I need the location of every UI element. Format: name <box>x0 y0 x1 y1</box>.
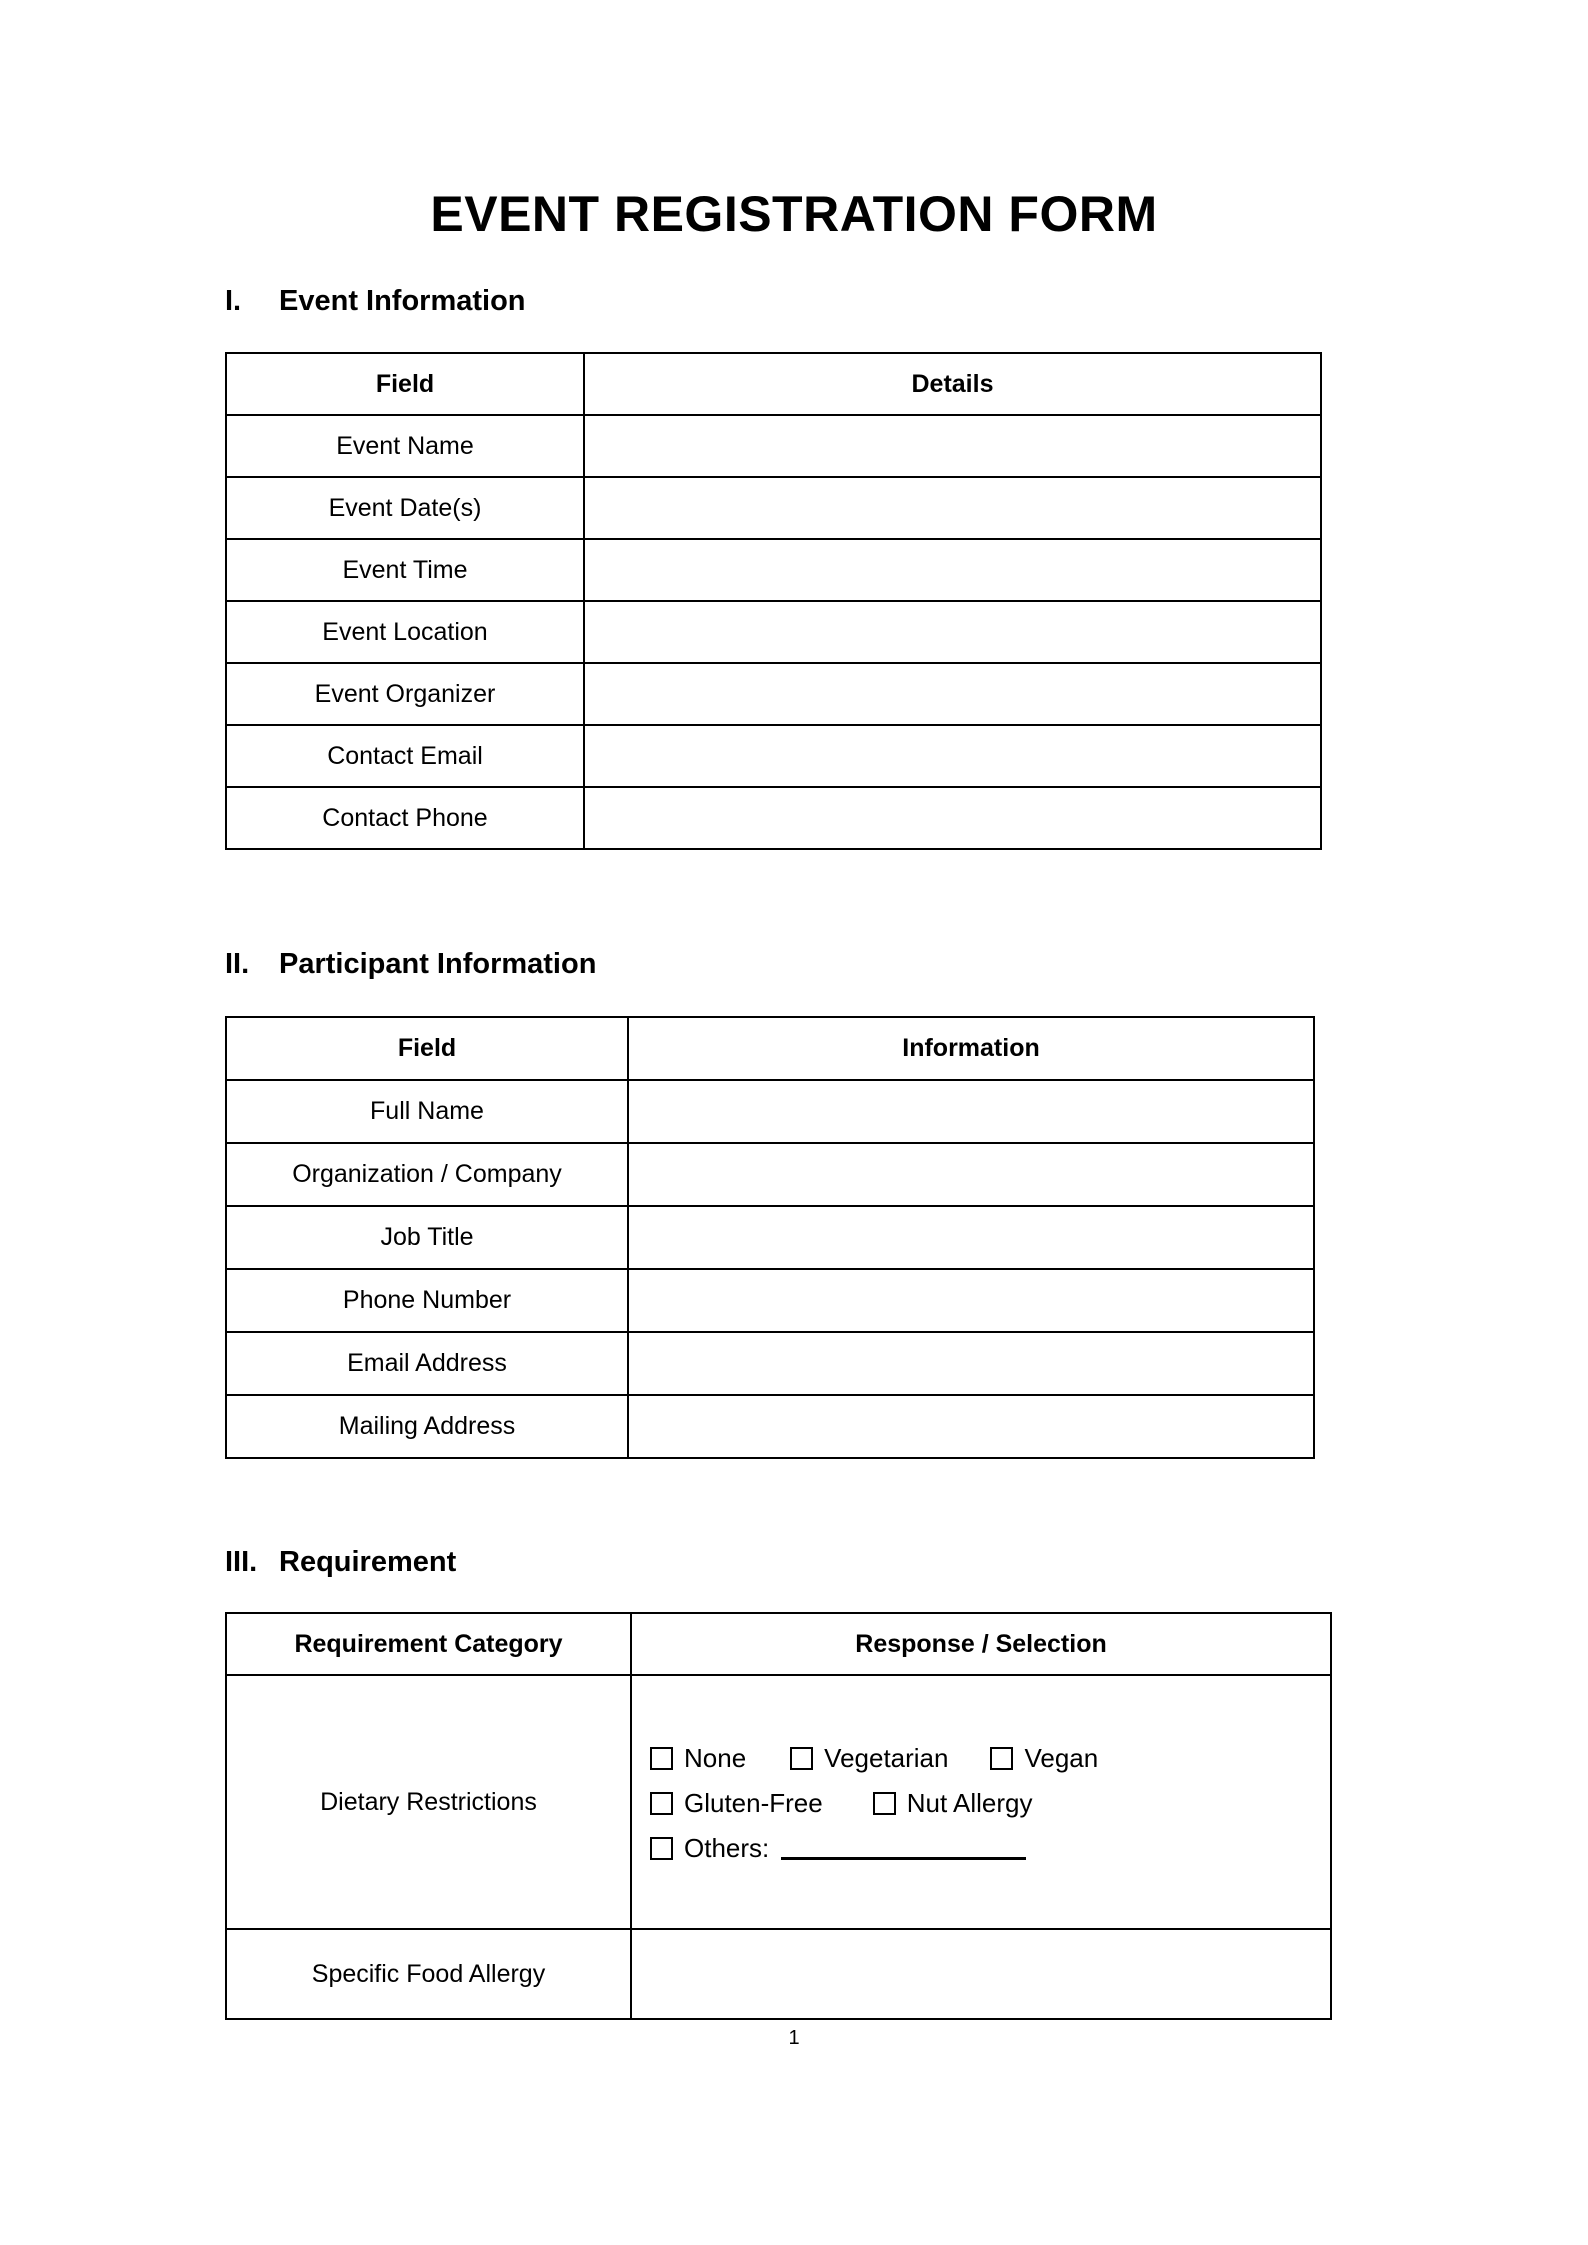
column-header-response-selection: Response / Selection <box>631 1613 1331 1675</box>
column-header-information: Information <box>628 1017 1314 1080</box>
row-input-contact-email[interactable] <box>584 725 1321 787</box>
table-row <box>226 1332 1314 1395</box>
section-heading-participant-information <box>225 948 596 981</box>
checkbox-icon[interactable] <box>873 1792 896 1815</box>
table-header-row <box>226 1017 1314 1080</box>
participant-information-table <box>225 1016 1315 1459</box>
row-label: Email Address <box>226 1332 628 1395</box>
table-row <box>226 539 1321 601</box>
checkbox-option-gluten-free[interactable] <box>650 1788 823 1819</box>
checkbox-icon[interactable] <box>650 1792 673 1815</box>
section-heading-requirement <box>225 1546 456 1579</box>
row-input-job-title[interactable] <box>628 1206 1314 1269</box>
dietary-restrictions-choices <box>631 1675 1331 1929</box>
section-title: Requirement <box>279 1546 457 1578</box>
checkbox-label: Vegetarian <box>824 1742 949 1773</box>
column-header-field: Field <box>226 1017 628 1080</box>
table-header-row <box>226 353 1321 415</box>
choice-row-1 <box>650 1743 1330 1774</box>
row-input-event-organizer[interactable] <box>584 663 1321 725</box>
section-numeral: II. <box>225 948 250 980</box>
checkbox-option-vegan[interactable] <box>990 1743 1098 1774</box>
page-number: 1 <box>788 2027 800 2049</box>
column-header-field: Field <box>226 353 584 415</box>
table-row-specific-food-allergy <box>226 1929 1331 2019</box>
checkbox-label: Others: <box>684 1832 770 1863</box>
checkbox-icon[interactable] <box>650 1837 673 1860</box>
section-numeral: I. <box>225 285 242 317</box>
row-label: Organization / Company <box>226 1143 628 1206</box>
row-label: Phone Number <box>226 1269 628 1332</box>
row-label: Mailing Address <box>226 1395 628 1458</box>
checkbox-label: Nut Allergy <box>906 1787 1033 1818</box>
row-label: Dietary Restrictions <box>226 1675 631 1929</box>
section-heading-event-information <box>225 285 526 318</box>
row-label: Specific Food Allergy <box>226 1929 631 2019</box>
table-row <box>226 1395 1314 1458</box>
table-header-row <box>226 1613 1331 1675</box>
row-input-specific-food-allergy[interactable] <box>631 1929 1331 2019</box>
row-input-full-name[interactable] <box>628 1080 1314 1143</box>
row-label: Event Name <box>226 415 584 477</box>
table-row <box>226 1206 1314 1269</box>
row-label: Event Date(s) <box>226 477 584 539</box>
row-input-contact-phone[interactable] <box>584 787 1321 849</box>
table-row <box>226 1143 1314 1206</box>
table-row <box>226 725 1321 787</box>
section-title: Event Information <box>279 285 526 317</box>
row-label: Contact Phone <box>226 787 584 849</box>
row-input-phone-number[interactable] <box>628 1269 1314 1332</box>
row-label: Event Time <box>226 539 584 601</box>
row-label: Full Name <box>226 1080 628 1143</box>
checkbox-label: Vegan <box>1024 1742 1099 1773</box>
requirement-table <box>225 1612 1332 2020</box>
checkbox-icon[interactable] <box>790 1747 813 1770</box>
section-title: Participant Information <box>279 948 597 980</box>
choice-row-3 <box>650 1833 1330 1864</box>
row-input-event-location[interactable] <box>584 601 1321 663</box>
row-label: Event Organizer <box>226 663 584 725</box>
row-label: Event Location <box>226 601 584 663</box>
row-label: Contact Email <box>226 725 584 787</box>
column-header-requirement-category: Requirement Category <box>226 1613 631 1675</box>
table-row <box>226 787 1321 849</box>
checkbox-option-none[interactable] <box>650 1743 746 1774</box>
checkbox-icon[interactable] <box>650 1747 673 1770</box>
table-row <box>226 663 1321 725</box>
table-row <box>226 601 1321 663</box>
column-header-details: Details <box>584 353 1321 415</box>
table-row <box>226 415 1321 477</box>
checkbox-label: None <box>684 1742 747 1773</box>
row-input-mailing-address[interactable] <box>628 1395 1314 1458</box>
page-title: EVENT REGISTRATION FORM <box>430 186 1158 242</box>
row-label: Job Title <box>226 1206 628 1269</box>
row-input-event-name[interactable] <box>584 415 1321 477</box>
checkbox-option-nut-allergy[interactable] <box>873 1788 1033 1819</box>
checkbox-label: Gluten-Free <box>684 1787 823 1818</box>
others-input-line[interactable] <box>781 1837 1026 1860</box>
checkbox-icon[interactable] <box>990 1747 1013 1770</box>
row-input-event-time[interactable] <box>584 539 1321 601</box>
section-numeral: III. <box>225 1546 258 1578</box>
table-row-dietary-restrictions <box>226 1675 1331 1929</box>
checkbox-option-others[interactable] <box>650 1833 769 1864</box>
table-row <box>226 1080 1314 1143</box>
table-row <box>226 477 1321 539</box>
row-input-event-dates[interactable] <box>584 477 1321 539</box>
event-information-table <box>225 352 1322 850</box>
table-row <box>226 1269 1314 1332</box>
row-input-email-address[interactable] <box>628 1332 1314 1395</box>
checkbox-option-vegetarian[interactable] <box>790 1743 948 1774</box>
row-input-organization[interactable] <box>628 1143 1314 1206</box>
choice-row-2 <box>650 1788 1330 1819</box>
